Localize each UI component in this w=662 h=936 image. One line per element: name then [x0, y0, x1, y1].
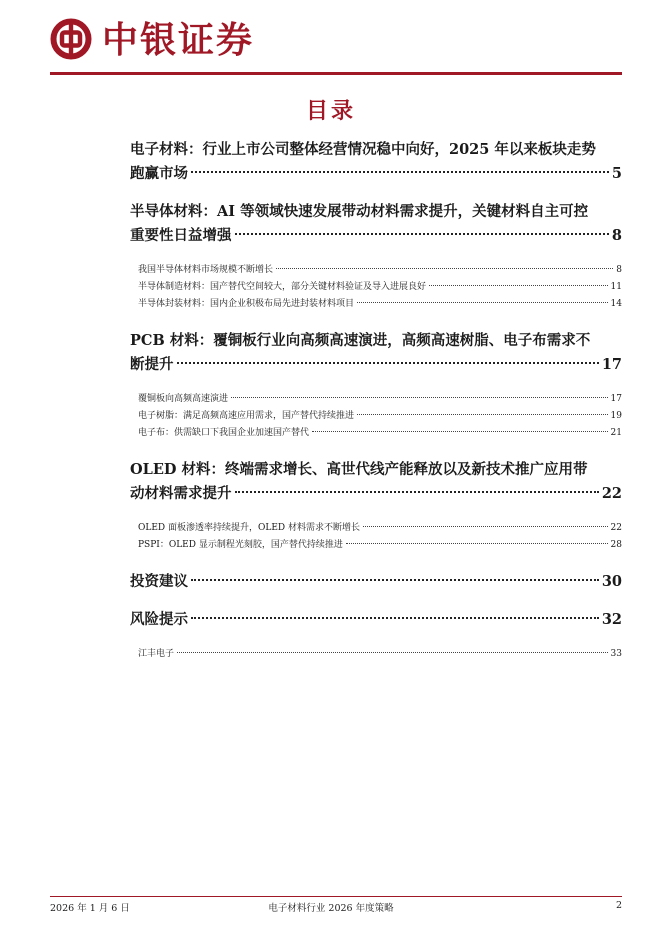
leader-dots [235, 233, 609, 235]
leader-dots [235, 491, 599, 493]
toc-entry-text: 投资建议 [130, 573, 188, 590]
toc-subentry-text: 半导体封装材料：国内企业积极布局先进封装材料项目 [138, 299, 355, 309]
toc-page-number: 8 [616, 265, 622, 275]
leader-dots [191, 617, 599, 619]
toc-entry-electronic-materials[interactable] [130, 138, 622, 186]
toc-subentry[interactable] [138, 296, 622, 313]
toc-subentry-text: 我国半导体材料市场规模不断增长 [138, 265, 274, 275]
toc-subentry[interactable] [138, 520, 622, 537]
toc-title: 目录 [305, 98, 356, 124]
toc-entry-text-cont: 断提升 [130, 356, 174, 373]
toc-page-number: 5 [611, 165, 622, 182]
toc-subentry-text: 电子树脂：满足高频高速应用需求，国产替代持续推进 [138, 411, 355, 421]
footer-page-number: 2 [615, 900, 622, 911]
leader-dots [357, 414, 608, 415]
toc-entry-text: 电子材料：行业上市公司整体经营情况稳中向好，2025 年以来板块走势 [130, 141, 596, 158]
table-of-contents [130, 138, 622, 663]
toc-page-number: 22 [610, 523, 622, 533]
toc-page-number: 14 [610, 299, 622, 309]
toc-page-number: 8 [611, 227, 622, 244]
leader-dots [191, 171, 609, 173]
toc-entry-text: 半导体材料：AI 等领域快速发展带动材料需求提升，关键材料自主可控 [130, 203, 589, 220]
toc-subentry-text: OLED 面板渗透率持续提升，OLED 材料需求不断增长 [138, 523, 361, 533]
toc-entry-text: 风险提示 [130, 611, 188, 628]
leader-dots [346, 543, 608, 544]
leader-dots [191, 579, 599, 581]
header-rule [50, 72, 622, 75]
toc-page-number: 21 [610, 428, 622, 438]
toc-page-number: 17 [601, 356, 622, 373]
leader-dots [177, 652, 608, 653]
toc-subentry[interactable] [138, 537, 622, 554]
leader-dots [312, 431, 608, 432]
toc-page-number: 30 [601, 573, 622, 590]
toc-entry-pcb-materials[interactable] [130, 329, 622, 377]
leader-dots [177, 362, 599, 364]
toc-entry-text-cont: 重要性日益增强 [130, 227, 232, 244]
toc-subentry[interactable] [138, 425, 622, 442]
toc-entry-text: PCB 材料：覆铜板行业向高频高速演进，高频高速树脂、电子布需求不 [130, 332, 591, 349]
toc-page-number: 11 [610, 282, 622, 292]
toc-subentry-text: PSPI：OLED 显示制程光刻胶，国产替代持续推进 [138, 540, 343, 550]
toc-page-number: 19 [610, 411, 622, 421]
toc-page-number: 33 [610, 649, 622, 659]
bank-of-china-logo-icon [50, 18, 92, 60]
brand-name: 中银证券 [102, 19, 255, 61]
toc-entry-text: OLED 材料：终端需求增长、高世代线产能释放以及新技术推广应用带 [130, 461, 588, 478]
toc-subentry[interactable] [138, 391, 622, 408]
toc-page-number: 32 [601, 611, 622, 628]
toc-page-number: 22 [601, 485, 622, 502]
toc-subentry-text: 半导体制造材料：国产替代空间较大，部分关键材料验证及导入进展良好 [138, 282, 427, 292]
leader-dots [357, 302, 608, 303]
toc-entry-text-cont: 跑赢市场 [130, 165, 188, 182]
toc-page-number: 28 [610, 540, 622, 550]
toc-subentry-text: 江丰电子 [138, 649, 175, 659]
toc-subentry-text: 覆铜板向高频高速演进 [138, 394, 229, 404]
toc-subentry[interactable] [138, 408, 622, 425]
footer-date: 2026 年 1 月 6 日 [50, 903, 130, 914]
toc-entry-investment-advice[interactable] [130, 570, 622, 594]
toc-entry-risk-warning[interactable] [130, 608, 622, 632]
toc-subentry[interactable] [138, 279, 622, 296]
leader-dots [231, 397, 608, 398]
toc-entry-semiconductor-materials[interactable] [130, 200, 622, 248]
footer-rule [50, 896, 622, 897]
toc-entry-text-cont: 动材料需求提升 [130, 485, 232, 502]
toc-subentry-text: 电子布：供需缺口下我国企业加速国产替代 [138, 428, 310, 438]
toc-subentry[interactable] [138, 646, 622, 663]
leader-dots [363, 526, 608, 527]
toc-subentry[interactable] [138, 262, 622, 279]
leader-dots [429, 285, 608, 286]
toc-page-number: 17 [610, 394, 622, 404]
toc-entry-oled-materials[interactable] [130, 458, 622, 506]
footer-report-title: 电子材料行业 2026 年度策略 [268, 903, 394, 914]
leader-dots [276, 268, 613, 269]
